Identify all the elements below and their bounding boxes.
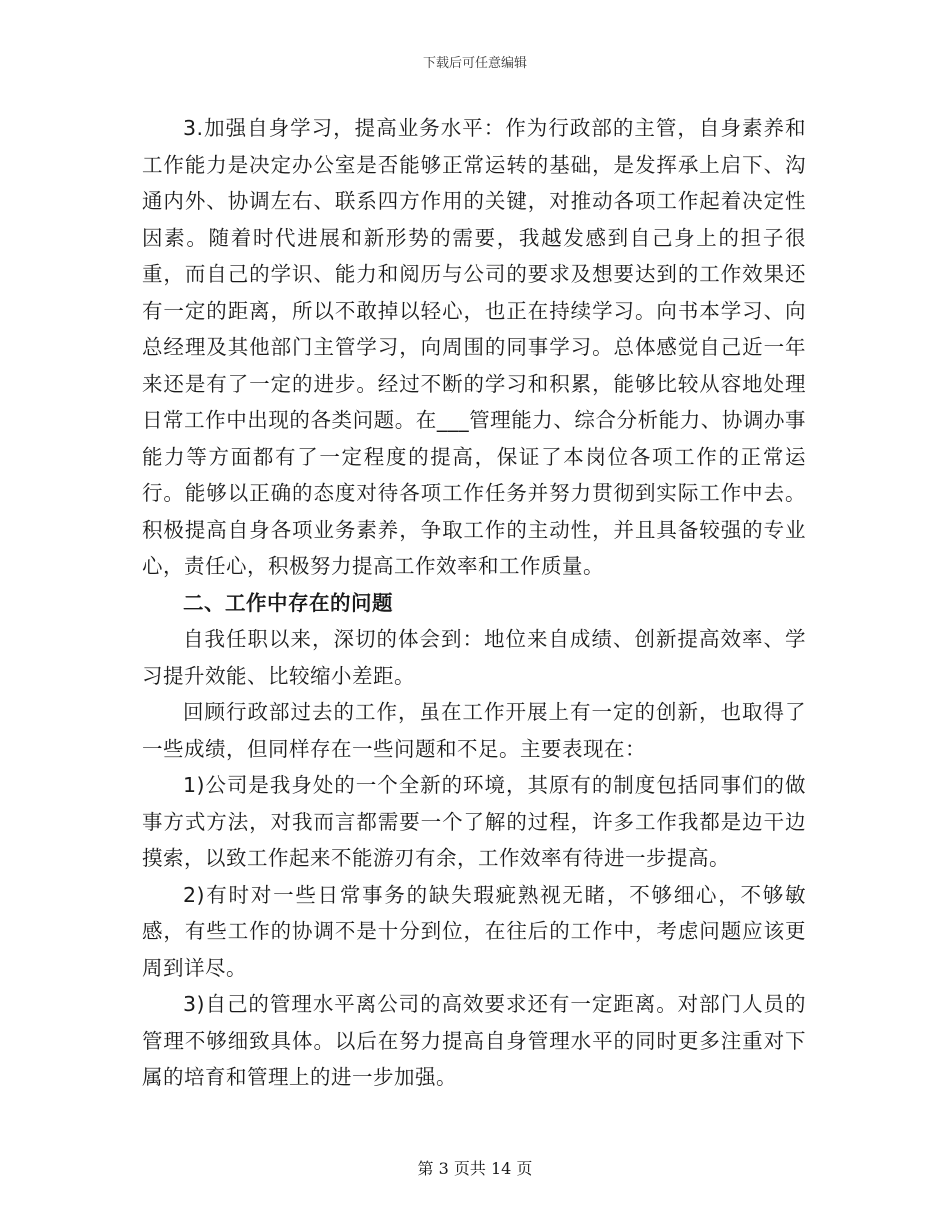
paragraph-review: 回顾行政部过去的工作，虽在工作开展上有一定的创新，也取得了一些成绩，但同样存在一些问题和不足。主要表现在： [142,700,806,761]
paragraph-issue-3: 3)自己的管理水平离公司的高效要求还有一定距离。对部门人员的管理不够细致具体。以后在努力提高自身管理水平的同时更多注重对下属的培育和管理上的进一步加强。 [142,992,806,1089]
document-body [142,110,806,1096]
paragraph-issue-2: 2)有时对一些日常事务的缺失瑕疵熟视无睹，不够细心，不够敏感，有些工作的协调不是十分到位，在往后的工作中，考虑问题应该更周到详尽。 [142,882,806,980]
paragraph-experience: 自我任职以来，深切的体会到：地位来自成绩、创新提高效率、学习提升效能、比较缩小差距。 [142,627,806,688]
section-heading-problems: 二、工作中存在的问题 [183,590,393,615]
paragraph-issue-1: 1)公司是我身处的一个全新的环境，其原有的制度包括同事们的做事方式方法，对我而言都需要一个了解的过程，许多工作我都是边干边摸索，以致工作起来不能游刃有余，工作效率有待进一步提高。 [142,773,806,870]
page-number: 第 3 页共 14 页 [417,1159,533,1178]
paragraph-self-learning: 3.加强自身学习，提高业务水平：作为行政部的主管，自身素养和工作能力是决定办公室是否能够正常运转的基础，是发挥承上启下、沟通内外、协调左右、联系四方作用的关键，对推动各项工作起着决定性因素。随着时代进展和新形势的需要，我越发感到自己身上的担子很重，而自己的学识、能力和阅历与公司的要求及想要达到的工作效果还有一定的距离，所以不敢掉以轻心，也正在持续学习。向书本学习、向总经理及其他部门主管学习，向周围的同事学习。总体感觉自己近一年来还是有了一定的进步。经过不断的学习和积累，能够比较从容地处理日常工作中出现的各类问题。在___管理能力、综合分析能力、协调办事能力等方面都有了一定程度的提高，保证了本岗位各项工作的正常运行。能够以正确的态度对待各项工作任务并努力贯彻到实际工作中去。积极提高自身各项业务素养，争取工作的主动性，并且具备较强的专业心，责任心，积极努力提高工作效率和工作质量。 [142,116,806,578]
header-note: 下载后可任意编辑 [422,56,527,71]
